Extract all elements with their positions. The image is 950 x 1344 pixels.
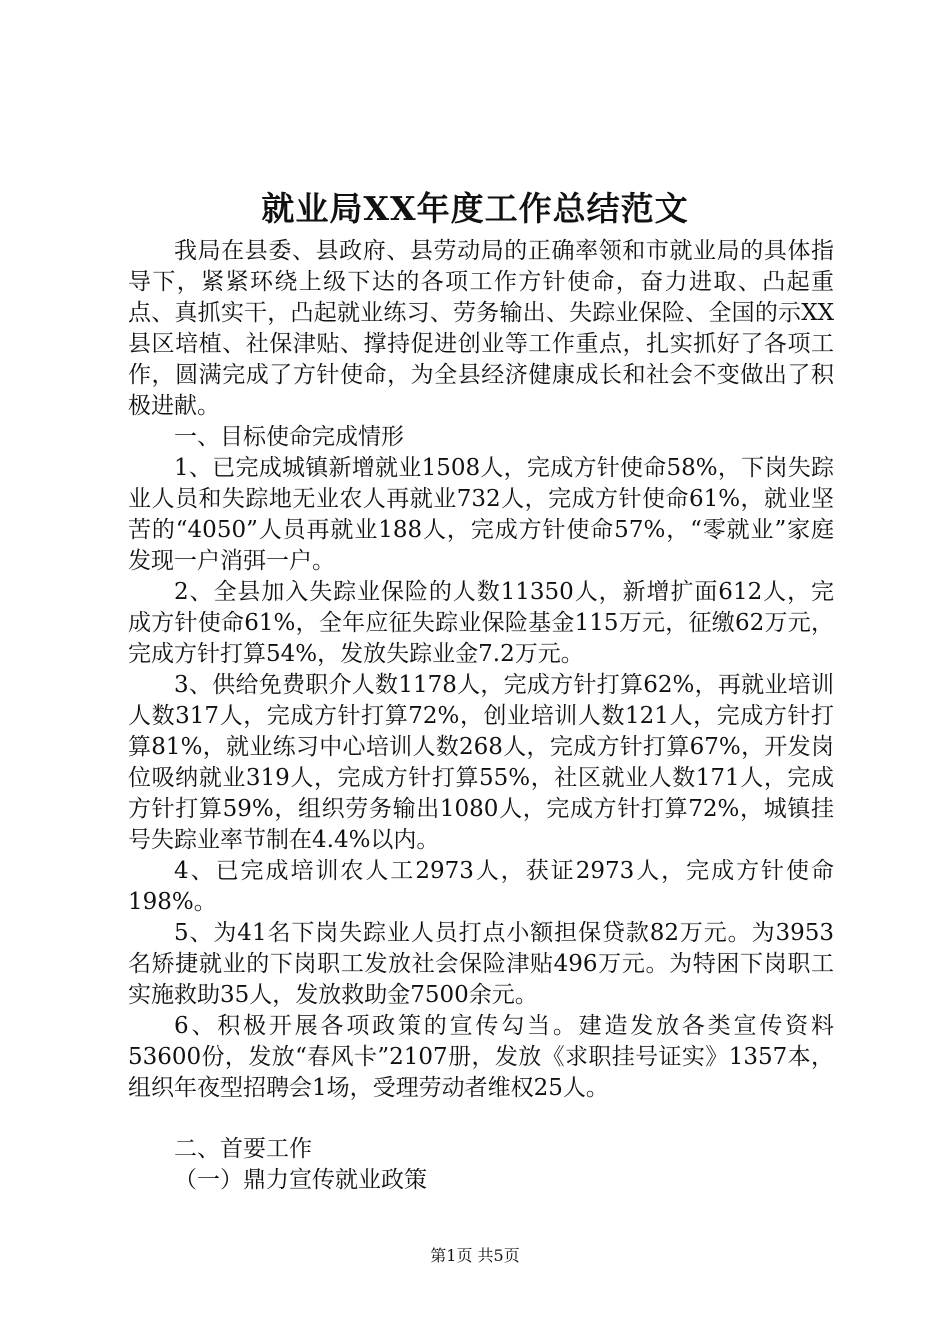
target-item-6: 6、积极开展各项政策的宣传勾当。建造发放各类宣传资料53600份，发放“春风卡”2107册，发放《求职挂号证实》1357本，组织年夜型招聘会1场，受理劳动者维权25人。 [128, 1013, 834, 1101]
intro-paragraph: 我局在县委、县政府、县劳动局的正确率领和市就业局的具体指导下，紧紧环绕上级下达的各项工作方针使命，奋力进取、凸起重点、真抓实干，凸起就业练习、劳务输出、失踪业保险、全国的示XX县区培植、社保津贴、撑持促进创业等工作重点，扎实抓好了各项工作，圆满完成了方针使命，为全县经济健康成长和社会不变做出了积极进献。 [128, 238, 834, 419]
target-item-2: 2、全县加入失踪业保险的人数11350人，新增扩面612人，完成方针使命61%，全年应征失踪业保险基金115万元，征缴62万元，完成方针打算54%，发放失踪业金7.2万元。 [128, 579, 834, 667]
section-heading-main-work: 二、首要工作 [174, 1136, 312, 1162]
page-footer: 第1页 共5页 [430, 1246, 520, 1265]
section-heading-targets: 一、目标使命完成情形 [174, 424, 404, 450]
target-item-1: 1、已完成城镇新增就业1508人，完成方针使命58%，下岗失踪业人员和失踪地无业农人再就业732人，完成方针使命61%，就业坚苦的“4050”人员再就业188人，完成方针使命57%，“零就业”家庭发现一户消弭一户。 [128, 455, 834, 574]
document-title: 就业局XX年度工作总结范文 [261, 189, 689, 228]
target-item-4: 4、已完成培训农人工2973人，获证2973人，完成方针使命198%。 [128, 858, 834, 915]
document-body [128, 236, 834, 1196]
subsection-heading-policy: （一）鼎力宣传就业政策 [174, 1167, 427, 1193]
target-item-3: 3、供给免费职介人数1178人，完成方针打算62%，再就业培训人数317人，完成方针打算72%，创业培训人数121人，完成方针打算81%，就业练习中心培训人数268人，完成方针打算67%，开发岗位吸纳就业319人，完成方针打算55%，社区就业人数171人，完成方针打算59%，组织劳务输出1080人，完成方针打算72%，城镇挂号失踪业率节制在4.4%以内。 [128, 672, 834, 853]
target-item-5: 5、为41名下岗失踪业人员打点小额担保贷款82万元。为3953名矫捷就业的下岗职工发放社会保险津贴496万元。为特困下岗职工实施救助35人，发放救助金7500余元。 [128, 920, 834, 1008]
